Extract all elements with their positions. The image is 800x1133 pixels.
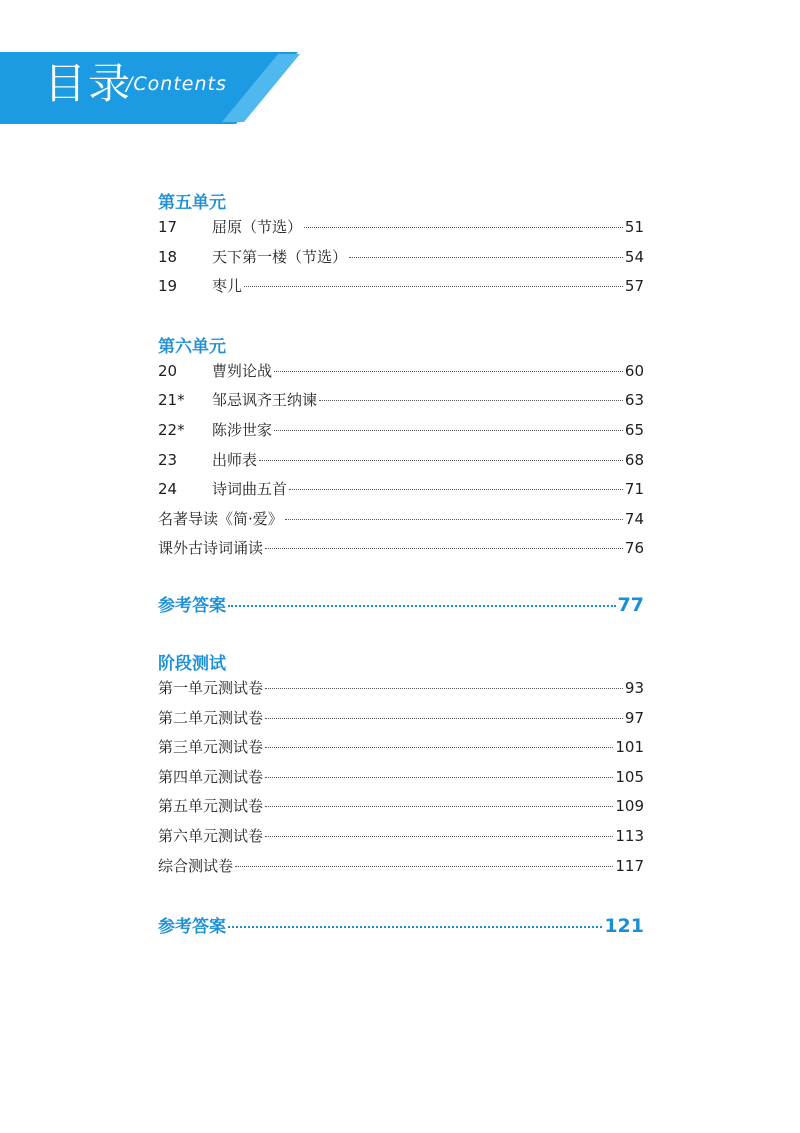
entry-page: 105 [615, 767, 644, 786]
entry-page: 97 [624, 708, 644, 727]
dot-leader [265, 747, 613, 748]
unit5-section [158, 190, 644, 305]
dot-leader [289, 489, 623, 490]
entry-number: 22* [158, 420, 185, 439]
entry-title: 天下第一楼（节选） [212, 247, 348, 266]
toc-entry[interactable] [158, 389, 644, 419]
entry-title: 综合测试卷 [158, 856, 234, 875]
toc-subtitle: /Contents [126, 73, 227, 95]
entry-title: 枣儿 [212, 277, 243, 296]
entry-title: 邹忌讽齐王纳谏 [212, 391, 318, 410]
entry-number: 24 [158, 480, 178, 499]
entry-page: 65 [624, 420, 644, 439]
entry-title: 第五单元测试卷 [158, 797, 264, 816]
table-of-contents [158, 190, 644, 942]
entry-title: 陈涉世家 [212, 420, 273, 439]
section-title: 第五单元 [158, 193, 226, 213]
entry-number: 20 [158, 361, 178, 380]
toc-entry[interactable] [158, 855, 644, 885]
answers-title: 参考答案 [158, 917, 226, 938]
answers-title: 参考答案 [158, 595, 226, 616]
dot-leader [228, 926, 602, 928]
entry-title: 第六单元测试卷 [158, 826, 264, 845]
dot-leader [285, 519, 623, 520]
entry-title: 名著导读《简·爱》 [158, 509, 283, 528]
entry-page: 113 [615, 826, 644, 845]
toc-entry[interactable] [158, 825, 644, 855]
answers-page: 77 [617, 593, 644, 616]
toc-entry[interactable] [158, 508, 644, 538]
dot-leader [319, 400, 623, 401]
dot-leader [265, 777, 613, 778]
dot-leader [304, 227, 623, 228]
dot-leader [265, 806, 613, 807]
header-banner [0, 0, 320, 140]
dot-leader [349, 257, 623, 258]
entry-page: 71 [624, 480, 644, 499]
section-title: 阶段测试 [158, 653, 226, 674]
entry-page: 54 [624, 247, 644, 266]
entry-title: 出师表 [212, 450, 258, 469]
toc-entry[interactable] [158, 360, 644, 390]
entry-title: 第一单元测试卷 [158, 678, 264, 697]
dot-leader [265, 548, 623, 549]
entry-page: 63 [624, 391, 644, 410]
entry-title: 诗词曲五首 [212, 480, 288, 499]
toc-entry[interactable] [158, 677, 644, 707]
toc-entry[interactable] [158, 419, 644, 449]
entry-page: 93 [624, 678, 644, 697]
entry-number: 19 [158, 277, 178, 296]
entry-title: 课外古诗词诵读 [158, 539, 264, 558]
dot-leader [265, 688, 623, 689]
toc-entry[interactable] [158, 246, 644, 276]
section-title: 第六单元 [158, 336, 226, 357]
toc-entry[interactable] [158, 537, 644, 567]
entry-page: 74 [624, 509, 644, 528]
answers-entry[interactable] [158, 591, 644, 621]
toc-entry[interactable] [158, 766, 644, 796]
toc-entry[interactable] [158, 736, 644, 766]
entry-page: 60 [624, 361, 644, 380]
toc-entry[interactable] [158, 449, 644, 479]
entry-page: 101 [615, 738, 644, 757]
entry-page: 76 [624, 539, 644, 558]
toc-entry[interactable] [158, 707, 644, 737]
entry-number: 17 [158, 218, 178, 236]
dot-leader [274, 430, 623, 431]
entry-title: 第四单元测试卷 [158, 767, 264, 786]
entry-number: 23 [158, 450, 178, 469]
entry-number: 18 [158, 247, 178, 266]
toc-entry[interactable] [158, 795, 644, 825]
entry-number: 21* [158, 391, 185, 410]
dot-leader [265, 718, 623, 719]
toc-title: 目录 [44, 59, 133, 108]
toc-entry[interactable] [158, 478, 644, 508]
dot-leader [228, 605, 616, 607]
answers-entry[interactable] [158, 912, 644, 942]
dot-leader [265, 836, 613, 837]
entry-page: 109 [615, 797, 644, 816]
toc-entry[interactable] [158, 275, 644, 305]
entry-title: 第二单元测试卷 [158, 708, 264, 727]
unit6-section [158, 334, 644, 567]
entry-title: 屈原（节选） [212, 218, 303, 236]
dot-leader [274, 371, 623, 372]
dot-leader [259, 460, 623, 461]
answers-page: 121 [604, 915, 644, 938]
dot-leader [235, 866, 613, 867]
entry-page: 57 [624, 277, 644, 296]
dot-leader [244, 286, 623, 287]
entry-page: 117 [615, 856, 644, 875]
entry-page: 51 [624, 218, 644, 236]
entry-title: 第三单元测试卷 [158, 738, 264, 757]
stage-test-section [158, 651, 644, 884]
toc-entry[interactable] [158, 216, 644, 246]
entry-page: 68 [624, 450, 644, 469]
entry-title: 曹刿论战 [212, 361, 273, 380]
